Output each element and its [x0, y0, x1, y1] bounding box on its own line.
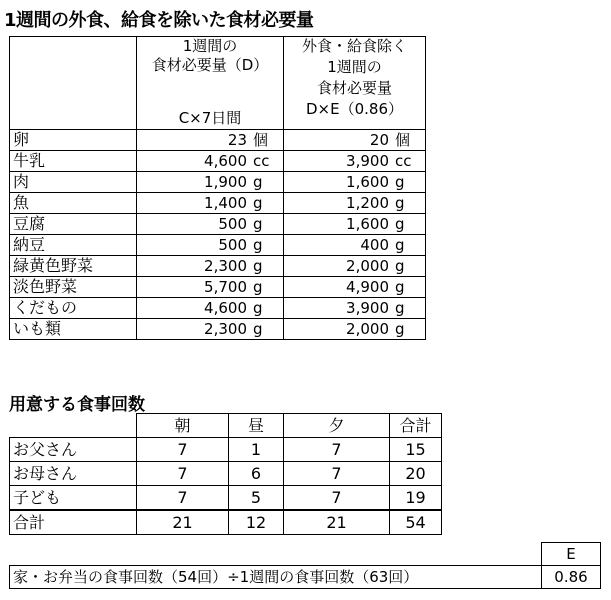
- meal-row-label: 子ども: [10, 486, 137, 511]
- meal-count-cell: 20: [390, 462, 442, 486]
- food-name: 肉: [10, 172, 137, 193]
- amount-value: 5,700: [204, 278, 247, 296]
- amount-unit: g: [253, 320, 263, 338]
- food-name: 豆腐: [10, 214, 137, 235]
- amount-unit: cc: [253, 152, 270, 170]
- adjusted-amount: [284, 172, 426, 193]
- amount-value: 23: [227, 131, 247, 149]
- amount-unit: g: [253, 236, 263, 254]
- amount-value: 1,600: [346, 173, 389, 191]
- header-excluding-eatout: [284, 37, 426, 130]
- header-e-line-3: 食材必要量: [316, 79, 392, 97]
- meal-count-cell: 15: [390, 438, 442, 462]
- amount-unit: g: [395, 215, 405, 233]
- header-d-formula: C×7日間: [178, 109, 242, 127]
- meal-row: [10, 438, 442, 462]
- food-name: 納豆: [10, 235, 137, 256]
- meal-count-cell: 54: [390, 510, 442, 535]
- header-d-line-4: [137, 92, 283, 109]
- amount-value: 500: [218, 236, 247, 254]
- adjusted-amount: [284, 130, 426, 151]
- weekly-amount: [137, 298, 284, 319]
- food-name: 淡色野菜: [10, 277, 137, 298]
- food-row: [10, 256, 426, 277]
- food-row: [10, 151, 426, 172]
- food-name: 緑黄色野菜: [10, 256, 137, 277]
- meal-count-cell: 21: [137, 510, 229, 535]
- food-name: くだもの: [10, 298, 137, 319]
- food-row: [10, 319, 426, 340]
- food-name: 魚: [10, 193, 137, 214]
- food-name: 牛乳: [10, 151, 137, 172]
- meal-count-cell: 7: [284, 462, 390, 486]
- meal-count-cell: 7: [137, 486, 229, 511]
- weekly-amount: [137, 277, 284, 298]
- e-header-cell: E: [542, 543, 601, 566]
- amount-unit: g: [395, 236, 405, 254]
- meal-header-breakfast: 朝: [137, 414, 229, 438]
- amount-unit: 個: [253, 131, 269, 149]
- amount-unit: g: [395, 173, 405, 191]
- meal-row: [10, 510, 442, 535]
- amount-value: 2,000: [346, 320, 389, 338]
- amount-value: 4,600: [204, 299, 247, 317]
- e-header-row: [10, 543, 601, 566]
- header-e-line-2: 1週間の: [327, 58, 382, 76]
- food-table-header-row: [10, 37, 426, 130]
- adjusted-amount: [284, 277, 426, 298]
- weekly-amount: [137, 319, 284, 340]
- header-weekly-requirement: [137, 37, 284, 130]
- amount-unit: g: [395, 194, 405, 212]
- meal-row-label: 合計: [10, 510, 137, 535]
- meal-row-label: お父さん: [10, 438, 137, 462]
- food-row: [10, 193, 426, 214]
- e-formula-cell: 家・お弁当の食事回数（54回）÷1週間の食事回数（63回）: [10, 566, 542, 589]
- amount-unit: g: [253, 215, 263, 233]
- amount-value: 4,900: [346, 278, 389, 296]
- e-ratio-table: [9, 542, 601, 589]
- weekly-amount: [137, 130, 284, 151]
- adjusted-amount: [284, 214, 426, 235]
- adjusted-amount: [284, 235, 426, 256]
- amount-value: 1,900: [204, 173, 247, 191]
- meal-count-cell: 1: [229, 438, 284, 462]
- food-requirement-table: [9, 36, 426, 340]
- meal-count-title: 用意する食事回数: [9, 395, 145, 415]
- weekly-amount: [137, 214, 284, 235]
- food-row: [10, 298, 426, 319]
- amount-value: 3,900: [346, 152, 389, 170]
- amount-value: 500: [218, 215, 247, 233]
- meal-count-table: [9, 413, 442, 535]
- amount-unit: g: [253, 173, 263, 191]
- amount-unit: g: [395, 278, 405, 296]
- meal-count-cell: 7: [284, 486, 390, 511]
- amount-value: 1,400: [204, 194, 247, 212]
- e-header-spacer: [10, 543, 542, 566]
- meal-count-cell: 12: [229, 510, 284, 535]
- food-name: いも類: [10, 319, 137, 340]
- amount-value: 4,600: [204, 152, 247, 170]
- meal-count-cell: 5: [229, 486, 284, 511]
- amount-unit: g: [253, 278, 263, 296]
- amount-value: 20: [369, 131, 389, 149]
- amount-unit: cc: [395, 152, 412, 170]
- adjusted-amount: [284, 256, 426, 277]
- meal-row: [10, 462, 442, 486]
- food-row: [10, 214, 426, 235]
- header-corner-cell: [10, 37, 137, 130]
- food-row: [10, 277, 426, 298]
- meal-header-lunch: 昼: [229, 414, 284, 438]
- page-title: 1週間の外食、給食を除いた食材必要量: [4, 10, 314, 31]
- amount-unit: g: [253, 194, 263, 212]
- amount-unit: 個: [395, 131, 411, 149]
- e-formula-row: [10, 566, 601, 589]
- amount-unit: g: [395, 257, 405, 275]
- amount-value: 400: [360, 236, 389, 254]
- header-d-line-1: 1週間の: [182, 37, 238, 55]
- meal-count-cell: 7: [284, 438, 390, 462]
- amount-value: 2,300: [204, 257, 247, 275]
- meal-count-cell: 7: [137, 438, 229, 462]
- e-value-cell: 0.86: [542, 566, 601, 589]
- header-d-line-3: [137, 75, 283, 92]
- meal-count-cell: 19: [390, 486, 442, 511]
- meal-table-header-row: [10, 414, 442, 438]
- amount-value: 3,900: [346, 299, 389, 317]
- meal-header-total: 合計: [390, 414, 442, 438]
- amount-unit: g: [395, 299, 405, 317]
- food-row: [10, 130, 426, 151]
- amount-value: 2,300: [204, 320, 247, 338]
- header-d-line-2: 食材必要量（D）: [151, 56, 269, 74]
- header-e-line-1: 外食・給食除く: [301, 37, 407, 55]
- meal-count-cell: 21: [284, 510, 390, 535]
- amount-unit: g: [253, 299, 263, 317]
- amount-unit: g: [253, 257, 263, 275]
- weekly-amount: [137, 235, 284, 256]
- weekly-amount: [137, 172, 284, 193]
- adjusted-amount: [284, 298, 426, 319]
- food-row: [10, 172, 426, 193]
- meal-header-dinner: 夕: [284, 414, 390, 438]
- weekly-amount: [137, 193, 284, 214]
- adjusted-amount: [284, 193, 426, 214]
- weekly-amount: [137, 151, 284, 172]
- amount-value: 2,000: [346, 257, 389, 275]
- meal-count-cell: 6: [229, 462, 284, 486]
- amount-unit: g: [395, 320, 405, 338]
- adjusted-amount: [284, 151, 426, 172]
- adjusted-amount: [284, 319, 426, 340]
- meal-row: [10, 486, 442, 511]
- meal-row-label: お母さん: [10, 462, 137, 486]
- food-row: [10, 235, 426, 256]
- weekly-amount: [137, 256, 284, 277]
- amount-value: 1,600: [346, 215, 389, 233]
- header-e-formula: D×E（0.86）: [306, 100, 403, 118]
- food-name: 卵: [10, 130, 137, 151]
- amount-value: 1,200: [346, 194, 389, 212]
- meal-header-corner: [10, 414, 137, 438]
- meal-count-cell: 7: [137, 462, 229, 486]
